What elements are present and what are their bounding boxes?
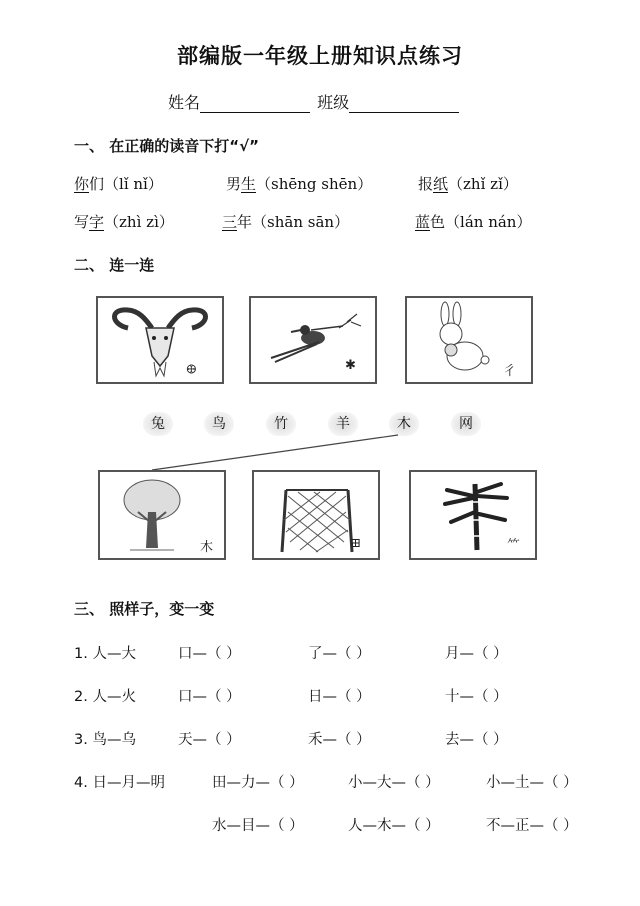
exercise-blank[interactable]: 水—目—（ ） [212, 818, 304, 834]
word-char: 男 [226, 175, 242, 193]
exercise-blank[interactable]: 口—（ ） [178, 646, 241, 662]
bird-glyph-icon: ✱ [345, 358, 356, 373]
pinyin-options[interactable]: （lǐ nǐ） [104, 175, 163, 193]
pinyin-options[interactable]: （zhì zì） [104, 213, 174, 231]
name-label: 姓名 [168, 93, 201, 112]
example-label: 2. 人—火 [74, 689, 136, 705]
exercise-blank[interactable]: 了—（ ） [308, 646, 371, 662]
exercise-blank[interactable]: 去—（ ） [445, 732, 508, 748]
pinyin-options[interactable]: （shēng shēn） [256, 175, 373, 193]
section3-heading: 三、 照样子，变一变 [74, 600, 215, 618]
section1-heading: 一、 在正确的读音下打“√” [74, 137, 259, 155]
sheep-glyph-icon: 𐃏 [186, 363, 197, 378]
exercise-blank[interactable]: 天—（ ） [178, 732, 241, 748]
section2-heading: 二、 连一连 [74, 256, 155, 274]
tree-picture-card[interactable] [98, 470, 226, 560]
word-char: 字 [89, 213, 105, 231]
exercise-blank[interactable]: 田—力—（ ） [212, 775, 304, 791]
exercise-blank[interactable]: 人—木—（ ） [348, 818, 440, 834]
net-glyph-icon: ⊞ [350, 536, 361, 551]
exercise-blank[interactable]: 不—正—（ ） [486, 818, 578, 834]
example-label: 4. 日—月—明 [74, 775, 165, 791]
net-picture-card[interactable] [252, 470, 380, 560]
pinyin-options[interactable]: （zhǐ zǐ） [448, 175, 518, 193]
example-label: 3. 鸟—乌 [74, 732, 136, 748]
word-char: 三 [222, 213, 238, 231]
bamboo-picture-card[interactable] [409, 470, 537, 560]
pinyin-options[interactable]: （lán nán） [445, 213, 532, 231]
example-label: 1. 人—大 [74, 646, 136, 662]
word-chip[interactable]: 竹 [266, 412, 296, 436]
exercise-blank[interactable]: 十—（ ） [445, 689, 508, 705]
class-label: 班级 [317, 93, 350, 112]
page-title: 部编版一年级上册知识点练习 [177, 44, 463, 68]
exercise-blank[interactable]: 月—（ ） [445, 646, 508, 662]
word-chip[interactable]: 木 [389, 412, 419, 436]
word-chip[interactable]: 网 [451, 412, 481, 436]
word-char: 蓝 [415, 213, 431, 231]
bamboo-glyph-icon: ⺮ [507, 538, 521, 553]
word-char: 年 [237, 213, 253, 231]
word-char: 你 [74, 175, 90, 193]
word-chip[interactable]: 鸟 [204, 412, 234, 436]
word-char: 生 [241, 175, 257, 193]
exercise-blank[interactable]: 日—（ ） [308, 689, 371, 705]
exercise-blank[interactable]: 小—土—（ ） [486, 775, 578, 791]
exercise-blank[interactable]: 禾—（ ） [308, 732, 371, 748]
rabbit-glyph-icon: ⼻ [503, 364, 517, 379]
exercise-blank[interactable]: 小—大—（ ） [348, 775, 440, 791]
word-char: 写 [74, 213, 90, 231]
word-chip[interactable]: 兔 [143, 412, 173, 436]
pinyin-options[interactable]: （shān sān） [252, 213, 350, 231]
word-char: 纸 [433, 175, 449, 193]
tree-glyph-icon: 木 [200, 540, 214, 555]
word-chip[interactable]: 羊 [328, 412, 358, 436]
word-char: 色 [430, 213, 446, 231]
exercise-blank[interactable]: 口—（ ） [178, 689, 241, 705]
word-char: 报 [418, 175, 434, 193]
word-char: 们 [89, 175, 105, 193]
